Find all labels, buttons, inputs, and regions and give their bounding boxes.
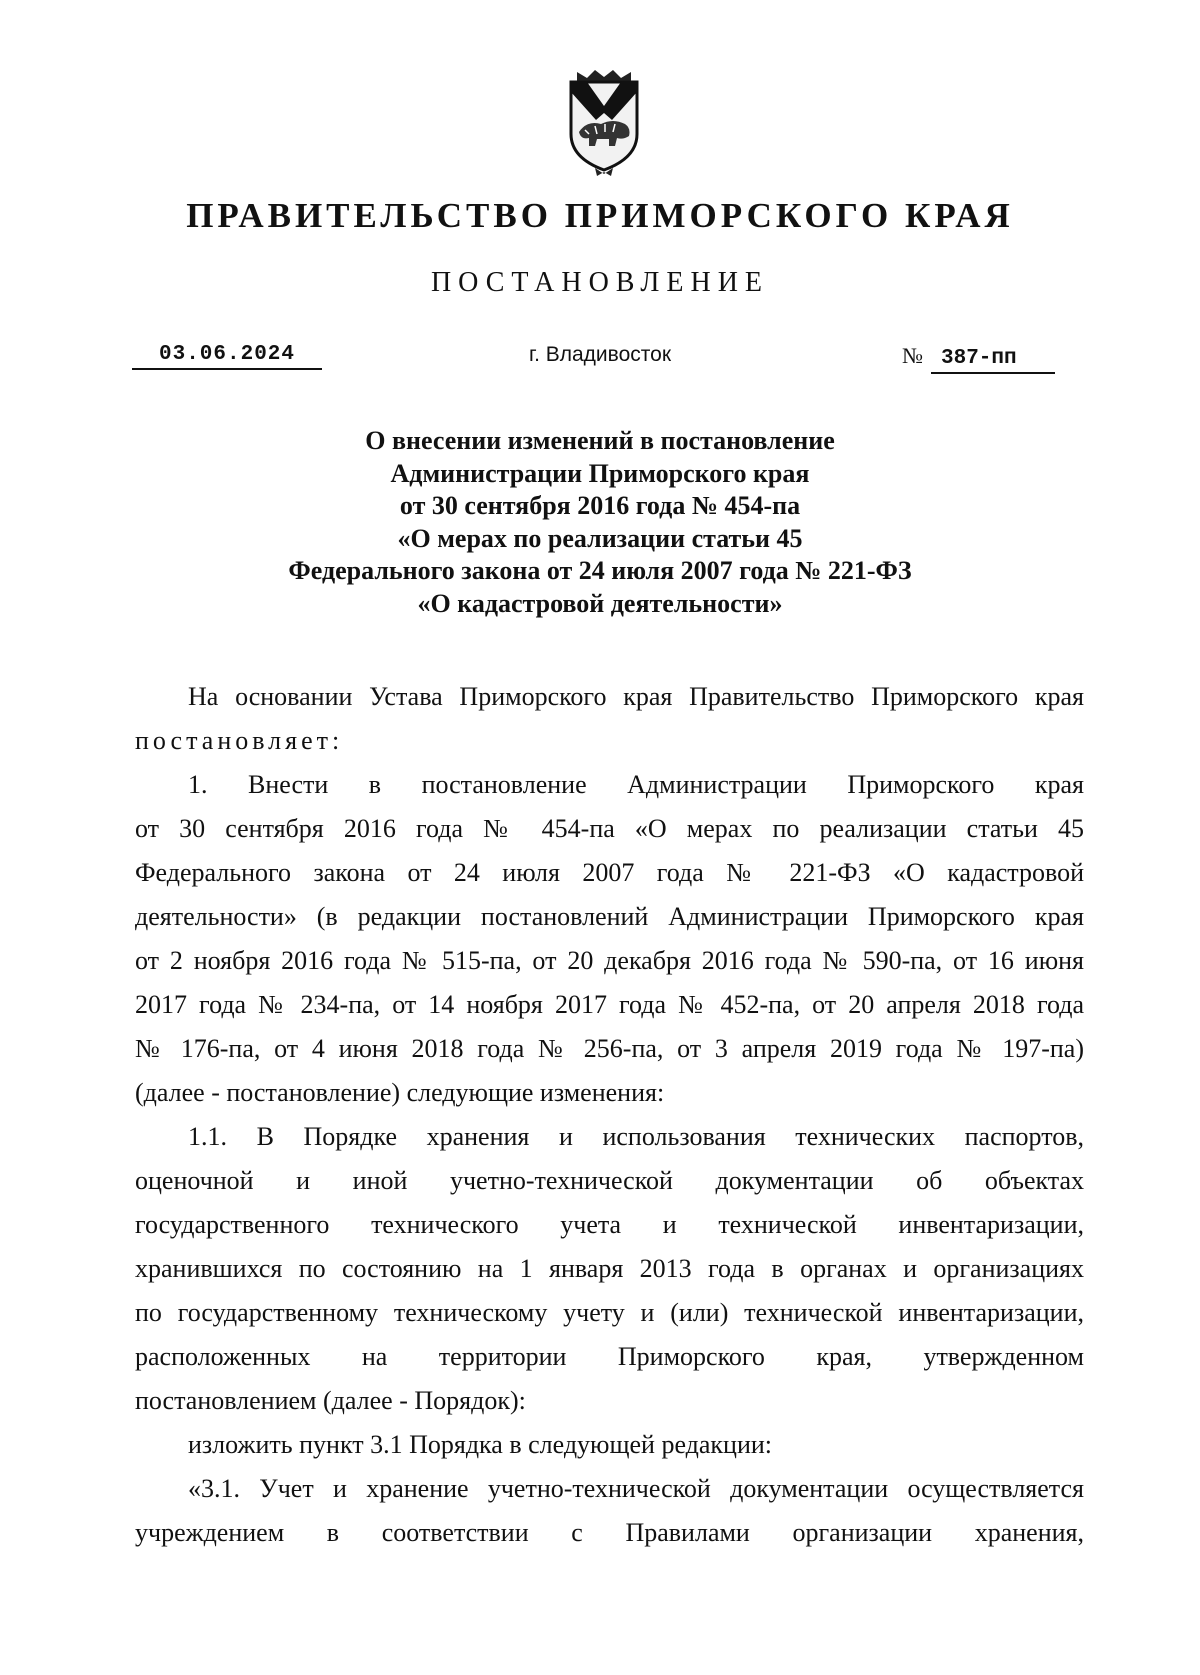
document-date: 03.06.2024 xyxy=(132,343,322,370)
body-line: от 30 сентября 2016 года № 454-па «О мерах по реализации статьи 45 xyxy=(135,814,1084,843)
body-line: деятельности» (в редакции постановлений Администрации Приморского края xyxy=(135,902,1084,931)
document-number: 387-пп xyxy=(931,347,1055,374)
body-line: «3.1. Учет и хранение учетно-технической документации осуществляется xyxy=(188,1474,1084,1503)
body-line: 2017 года № 234-па, от 14 ноября 2017 года № 452-па, от 20 апреля 2018 года xyxy=(135,990,1084,1019)
document-number-block xyxy=(902,343,1055,374)
document-city: г. Владивосток xyxy=(528,343,672,366)
subject-line: Федерального закона от 24 июля 2007 года № 221-ФЗ xyxy=(288,556,912,585)
body-line: 1.1. В Порядке хранения и использования технических паспортов, xyxy=(188,1122,1084,1151)
body-line: постановлением (далее - Порядок): xyxy=(135,1386,526,1415)
subject-line: «О кадастровой деятельности» xyxy=(417,588,783,618)
body-line: На основании Устава Приморского края Правительство Приморского края xyxy=(188,682,1084,711)
subject-line: от 30 сентября 2016 года № 454-па xyxy=(399,491,801,520)
body-line: изложить пункт 3.1 Порядка в следующей редакции: xyxy=(188,1430,773,1459)
document-meta-row xyxy=(0,343,1200,373)
body-line: от 2 ноября 2016 года № 515-па, от 20 декабря 2016 года № 590-па, от 16 июня xyxy=(135,946,1084,975)
coat-of-arms-icon xyxy=(557,68,651,178)
document-body xyxy=(135,675,1084,1555)
body-line: хранившихся по состоянию на 1 января 2013 года в органах и организациях xyxy=(135,1254,1084,1283)
body-line: государственного технического учета и технической инвентаризации, xyxy=(135,1210,1084,1239)
body-line: оценочной и иной учетно-технической документации об объектах xyxy=(135,1166,1084,1195)
body-line: (далее - постановление) следующие изменения: xyxy=(135,1078,665,1107)
body-line: учреждением в соответствии с Правилами организации хранения, xyxy=(135,1518,1084,1547)
body-line: № 176-па, от 4 июня 2018 года № 256-па, от 3 апреля 2019 года № 197-па) xyxy=(135,1034,1084,1063)
document-subject xyxy=(0,425,1200,620)
number-sign: № xyxy=(902,343,923,368)
body-line: расположенных на территории Приморского края, утвержденном xyxy=(135,1342,1084,1371)
body-line: постановляет: xyxy=(135,726,344,755)
subject-line: О внесении изменений в постановление xyxy=(365,426,835,455)
government-title: ПРАВИТЕЛЬСТВО ПРИМОРСКОГО КРАЯ xyxy=(186,196,1014,235)
document-type: ПОСТАНОВЛЕНИЕ xyxy=(430,267,770,298)
body-line: Федерального закона от 24 июля 2007 года № 221-ФЗ «О кадастровой xyxy=(135,858,1084,887)
subject-line: Администрации Приморского края xyxy=(390,458,810,488)
body-line: по государственному техническому учету и (или) технической инвентаризации, xyxy=(135,1298,1084,1327)
body-line: 1. Внести в постановление Администрации Приморского края xyxy=(188,770,1084,799)
subject-line: «О мерах по реализации статьи 45 xyxy=(397,523,803,553)
